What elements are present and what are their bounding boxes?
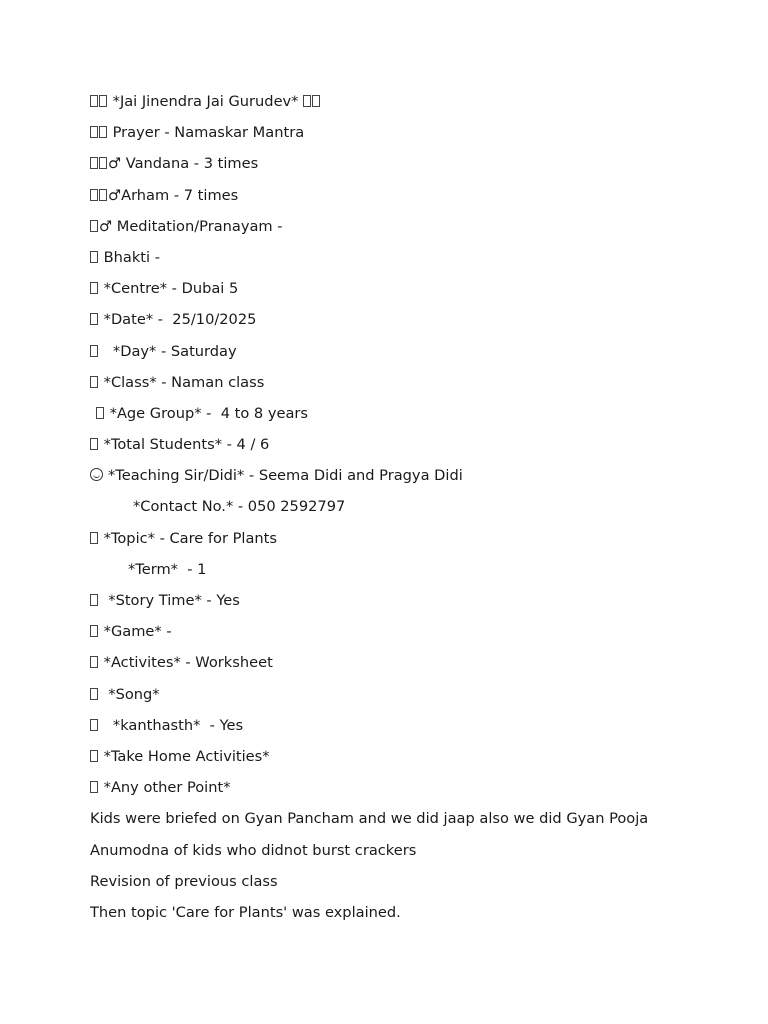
emoji-placeholder-icon [96,407,104,419]
note-line: Revision of previous class [90,872,278,890]
emoji-placeholder-icon [99,126,107,138]
emoji-placeholder-icon [90,95,98,107]
prayer-line [90,119,750,150]
class-line [90,369,750,400]
emoji-placeholder-icon [90,282,98,294]
meditation-line [90,213,750,244]
grinning-face-icon [90,468,103,481]
emoji-placeholder-icon [90,656,98,668]
emoji-placeholder-icon [99,189,107,201]
activities-text: *Activites* - Worksheet [103,654,273,672]
note-line: Then topic 'Care for Plants' was explained. [90,903,401,921]
arham-line [90,182,750,213]
game-line [90,618,750,649]
emoji-placeholder-icon [90,781,98,793]
class-text: *Class* - Naman class [103,373,265,391]
emoji-placeholder-icon [90,157,98,169]
term-text: *Term* - 1 [128,560,207,578]
bhakti-line [90,244,750,275]
message-document [90,88,750,930]
prayer-text: Prayer - Namaskar Mantra [112,124,305,142]
topic-line [90,525,750,556]
greeting-line [90,88,750,119]
emoji-placeholder-icon [99,157,107,169]
emoji-placeholder-icon [90,625,98,637]
meditation-text: ♂ Meditation/Pranayam - [99,217,283,235]
age-group-line [90,400,750,431]
emoji-placeholder-icon [90,719,98,731]
note-line: Anumodna of kids who didnot burst crackers [90,841,417,859]
greeting-text: *Jai Jinendra Jai Gurudev* [112,93,299,110]
story-time-line [90,587,750,618]
emoji-placeholder-icon [99,95,107,107]
date-text: *Date* - 25/10/2025 [103,311,257,329]
other-point-text: *Any other Point* [103,779,231,797]
term-line [90,556,750,587]
story-time-text: *Story Time* - Yes [103,592,240,609]
age-group-text: *Age Group* - 4 to 8 years [109,404,309,422]
centre-text: *Centre* - Dubai 5 [103,280,239,298]
vandana-text: ♂ Vandana - 3 times [108,155,259,173]
emoji-placeholder-icon [90,688,98,700]
emoji-placeholder-icon [312,95,320,107]
activities-line [90,649,750,680]
note-line: Kids were briefed on Gyan Pancham and we did jaap also we did Gyan Pooja [90,810,649,828]
contact-text: *Contact No.* - 050 2592797 [133,498,346,516]
emoji-placeholder-icon [90,594,98,606]
day-line [90,338,750,369]
day-text: *Day* - Saturday [103,342,237,360]
centre-line [90,275,750,306]
emoji-placeholder-icon [90,438,98,450]
emoji-placeholder-icon [90,313,98,325]
song-text: *Song* [103,685,160,703]
emoji-placeholder-icon [90,189,98,201]
kanthasth-text: *kanthasth* - Yes [103,716,244,734]
contact-line [90,493,750,524]
arham-text: ♂Arham - 7 times [108,186,239,204]
emoji-placeholder-icon [90,532,98,544]
date-line [90,306,750,337]
emoji-placeholder-icon [90,220,98,232]
other-point-line [90,774,750,805]
take-home-line [90,743,750,774]
teaching-line [90,462,750,493]
emoji-placeholder-icon [90,345,98,357]
teaching-text: *Teaching Sir/Didi* - Seema Didi and Pragya Didi [108,467,463,485]
vandana-line [90,150,750,181]
emoji-placeholder-icon [90,750,98,762]
bhakti-text: Bhakti - [103,248,160,266]
emoji-placeholder-icon [90,376,98,388]
total-students-line [90,431,750,462]
take-home-text: *Take Home Activities* [103,747,270,765]
emoji-placeholder-icon [90,126,98,138]
emoji-placeholder-icon [90,251,98,263]
topic-text: *Topic* - Care for Plants [103,529,277,547]
kanthasth-line [90,712,750,743]
emoji-placeholder-icon [303,95,311,107]
total-students-text: *Total Students* - 4 / 6 [103,436,270,454]
game-text: *Game* - [103,623,172,641]
song-line [90,681,750,712]
